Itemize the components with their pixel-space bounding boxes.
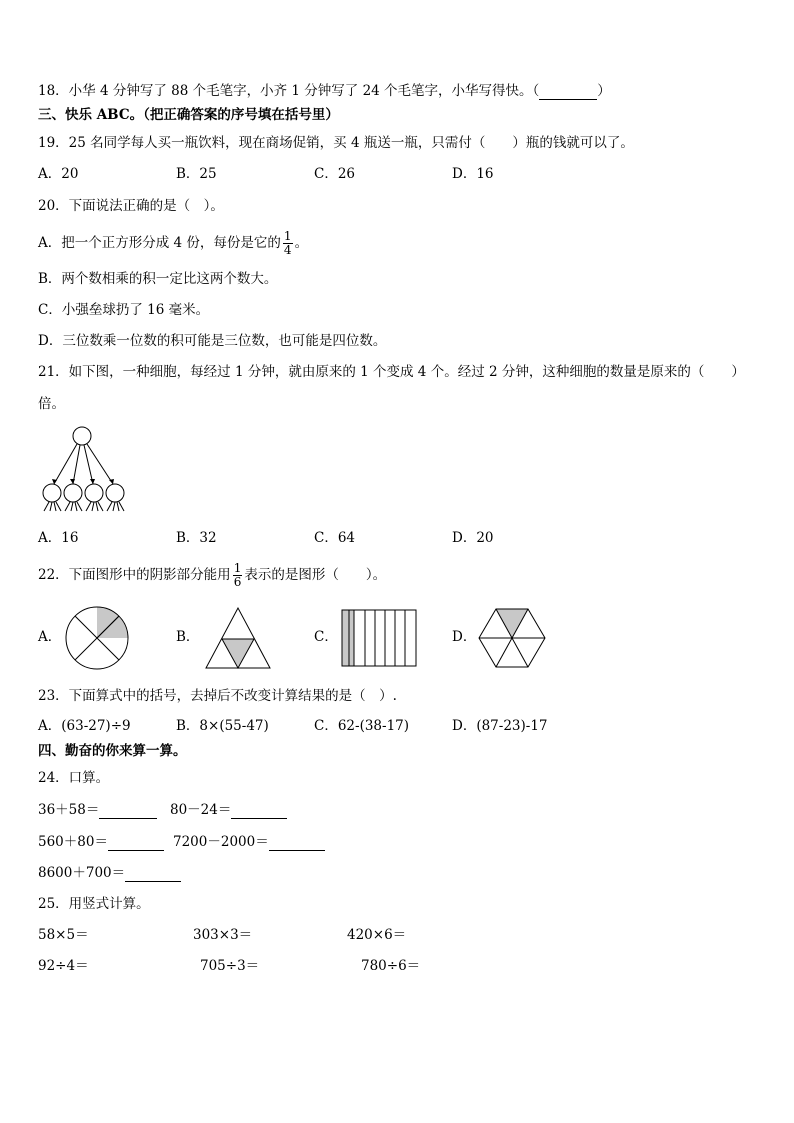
shaded-strip <box>342 610 354 666</box>
q21-option-a[interactable]: A．16 <box>38 530 79 546</box>
figure-d-hexagon[interactable] <box>476 606 548 670</box>
question-21-text: 21．如下图，一种细胞，每经过 1 分钟，就由原来的 1 个变成 4 个。经过 2 分钟，这种细胞的数量是原来的（ ） <box>38 364 745 380</box>
q21-option-d[interactable]: D．20 <box>452 530 494 546</box>
section-4-title: 四、勤奋的你来算一算。 <box>38 743 187 759</box>
answer-blank[interactable] <box>108 836 164 851</box>
q24-item: 560＋80＝ <box>38 833 164 851</box>
figure-b-triangle[interactable] <box>203 605 273 671</box>
q22-label-a[interactable]: A． <box>38 629 62 645</box>
q20-option-a[interactable]: A．把一个正方形分成 4 份，每份是它的 $\frac{1}{4}$ 。 <box>38 229 309 257</box>
q24-item: 7200－2000＝ <box>173 833 325 851</box>
figure-c-rectangle[interactable] <box>341 609 419 667</box>
q21-option-c[interactable]: C．64 <box>314 530 356 546</box>
q22-label-d[interactable]: D． <box>452 629 477 645</box>
q20-option-b[interactable]: B．两个数相乘的积一定比这两个数大。 <box>38 271 278 287</box>
child-cell <box>64 484 82 502</box>
q24-item: 36＋58＝ <box>38 801 157 819</box>
child-cell <box>43 484 61 502</box>
child-cell <box>85 484 103 502</box>
q25-item: 705÷3＝ <box>200 958 260 974</box>
q22-label-c[interactable]: C． <box>314 629 338 645</box>
q25-item: 420×6＝ <box>347 927 407 943</box>
q22-label-b[interactable]: B． <box>176 629 200 645</box>
fraction-one-sixth: $\frac{1}{6}$ <box>233 561 242 589</box>
answer-blank[interactable] <box>539 85 597 100</box>
q23-option-b[interactable]: B．8×(55-47) <box>176 718 269 734</box>
question-19-text: 19．25 名同学每人买一瓶饮料，现在商场促销，买 4 瓶送一瓶，只需付（ ）瓶的钱就可以了。 <box>38 135 634 151</box>
q23-option-d[interactable]: D．(87-23)-17 <box>452 718 548 734</box>
question-20-text: 20．下面说法正确的是（ ）。 <box>38 198 224 214</box>
question-24-title: 24．口算。 <box>38 770 110 786</box>
q20-option-d[interactable]: D．三位数乘一位数的积可能是三位数，也可能是四位数。 <box>38 333 387 349</box>
q25-item: 92÷4＝ <box>38 958 89 974</box>
q19-option-d[interactable]: D．16 <box>452 166 494 182</box>
q25-item: 303×3＝ <box>193 927 253 943</box>
answer-blank[interactable] <box>231 804 287 819</box>
q24-item: 8600＋700＝ <box>38 864 181 882</box>
parent-cell <box>73 427 91 445</box>
question-21-text-cont: 倍。 <box>38 396 65 412</box>
answer-blank[interactable] <box>269 836 325 851</box>
figure-a-circle[interactable] <box>64 605 130 671</box>
q19-option-a[interactable]: A．20 <box>38 166 79 182</box>
q23-option-c[interactable]: C．62-(38-17) <box>314 718 410 734</box>
q20-option-c[interactable]: C．小强垒球扔了 16 毫米。 <box>38 302 210 318</box>
child-cell <box>106 484 124 502</box>
answer-blank[interactable] <box>125 867 181 882</box>
shaded-sixth <box>496 609 528 638</box>
question-18-text: 18．小华 4 分钟写了 88 个毛笔字，小齐 1 分钟写了 24 个毛笔字，小华写得快。（ <box>38 83 540 99</box>
shaded-triangle <box>222 639 254 668</box>
q24-item: 80－24＝ <box>170 801 287 819</box>
cell-division-diagram <box>36 422 136 514</box>
question-23-text: 23．下面算式中的括号，去掉后不改变计算结果的是（ ）. <box>38 688 397 704</box>
q19-option-b[interactable]: B．25 <box>176 166 217 182</box>
answer-blank[interactable] <box>99 804 157 819</box>
q23-option-a[interactable]: A．(63-27)÷9 <box>38 718 131 734</box>
fraction-one-quarter: $\frac{1}{4}$ <box>283 229 292 257</box>
q25-item: 780÷6＝ <box>361 958 421 974</box>
question-18: 18．小华 4 分钟写了 88 个毛笔字，小齐 1 分钟写了 24 个毛笔字，小华写得快。（ ） <box>38 83 611 99</box>
question-22-text: 22．下面图形中的阴影部分能用 $\frac{1}{6}$ 表示的是图形（ ）。 <box>38 561 387 589</box>
q25-item: 58×5＝ <box>38 927 89 943</box>
section-3-title: 三、快乐 ABC。（把正确答案的序号填在括号里） <box>38 107 339 123</box>
question-25-title: 25．用竖式计算。 <box>38 896 150 912</box>
q19-option-c[interactable]: C．26 <box>314 166 356 182</box>
q21-option-b[interactable]: B．32 <box>176 530 217 546</box>
